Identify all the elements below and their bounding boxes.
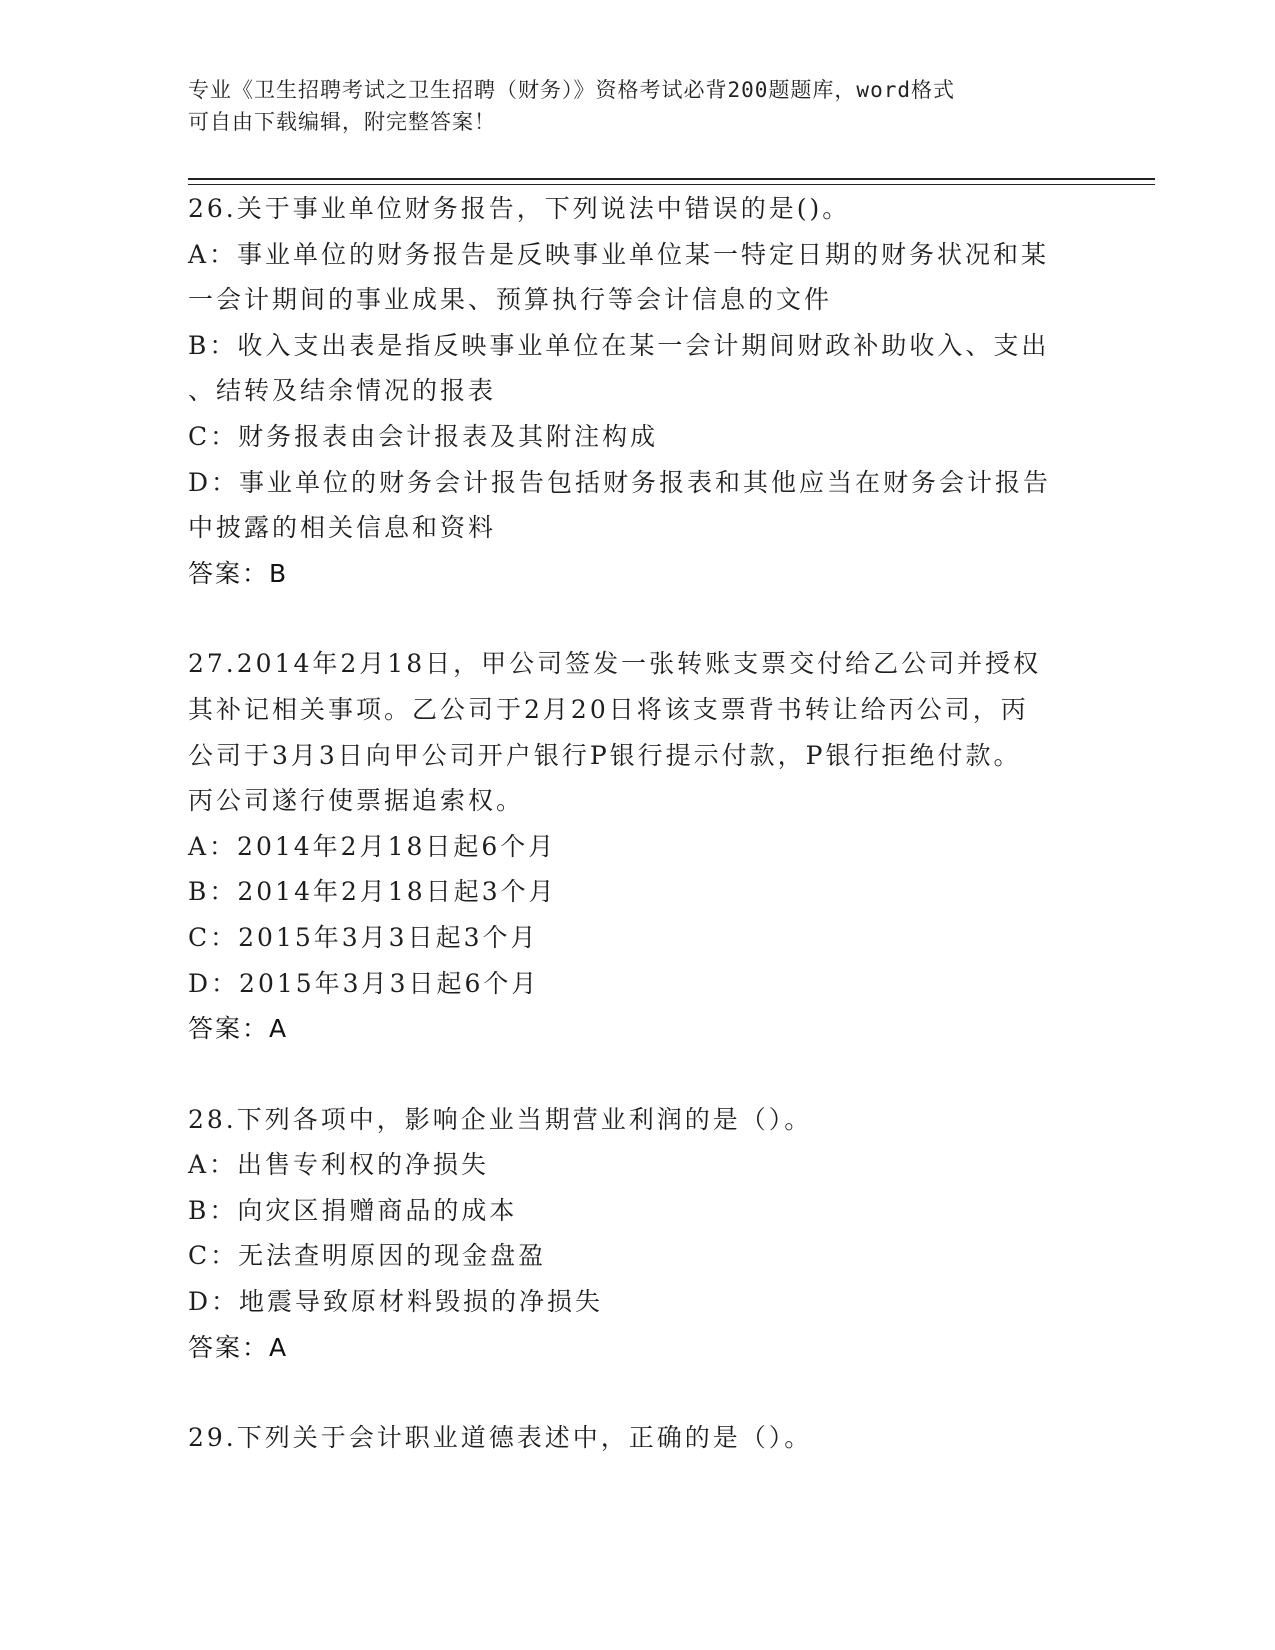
- option-line: A：出售专利权的净损失: [188, 1150, 490, 1180]
- option-line: A：2014年2月18日起6个月: [188, 831, 557, 861]
- question-block: [188, 641, 1088, 1051]
- option-line: B：向灾区捐赠商品的成本: [188, 1195, 518, 1225]
- option-line: B：2014年2月18日起3个月: [188, 877, 557, 907]
- answer-line: 答案：B: [188, 558, 289, 588]
- question-stem-line: 其补记相关事项。乙公司于2月20日将该支票背书转让给丙公司，丙: [188, 694, 1029, 724]
- question-stem-line: 26.关于事业单位财务报告，下列说法中错误的是()。: [188, 194, 851, 223]
- option-line: A：事业单位的财务报告是反映事业单位某一特定日期的财务状况和某: [188, 239, 1050, 269]
- question-stem-line: 29.下列关于会计职业道德表述中，正确的是（）。: [188, 1423, 813, 1453]
- document-header: [188, 74, 1088, 138]
- answer-line: 答案：A: [188, 1014, 289, 1044]
- question-block: [188, 1415, 1088, 1461]
- option-line: C：财务报表由会计报表及其附注构成: [188, 421, 659, 451]
- option-line: B：收入支出表是指反映事业单位在某一会计期间财政补助收入、支出: [188, 330, 1050, 360]
- option-line: D：2015年3月3日起6个月: [188, 968, 540, 998]
- option-line: C：2015年3月3日起3个月: [188, 922, 539, 952]
- header-divider: [188, 178, 1155, 180]
- question-block: [188, 1097, 1088, 1371]
- option-line: 中披露的相关信息和资料: [188, 513, 497, 543]
- question-stem-line: 丙公司遂行使票据追索权。: [188, 786, 525, 816]
- option-line: D：事业单位的财务会计报告包括财务报表和其他应当在财务会计报告: [188, 467, 1052, 497]
- option-line: 一会计期间的事业成果、预算执行等会计信息的文件: [188, 285, 833, 315]
- question-stem-line: 28.下列各项中，影响企业当期营业利润的是（）。: [188, 1104, 813, 1134]
- option-line: C：无法查明原因的现金盘盈: [188, 1241, 547, 1271]
- question-block: [188, 186, 1088, 596]
- header-line-1: 专业《卫生招聘考试之卫生招聘（财务）》资格考试必背200题题库，word格式: [188, 78, 955, 102]
- question-list: [188, 186, 1088, 1506]
- question-stem-line: 公司于3月3日向甲公司开户银行P银行提示付款，P银行拒绝付款。: [188, 740, 1022, 770]
- question-stem-line: 27.2014年2月18日，甲公司签发一张转账支票交付给乙公司并授权: [188, 649, 1042, 679]
- header-divider-thin: [188, 184, 1155, 185]
- option-line: D：地震导致原材料毁损的净损失: [188, 1287, 604, 1317]
- answer-line: 答案：A: [188, 1332, 289, 1362]
- option-line: 、结转及结余情况的报表: [188, 376, 497, 406]
- header-line-2: 可自由下载编辑，附完整答案！: [188, 110, 496, 134]
